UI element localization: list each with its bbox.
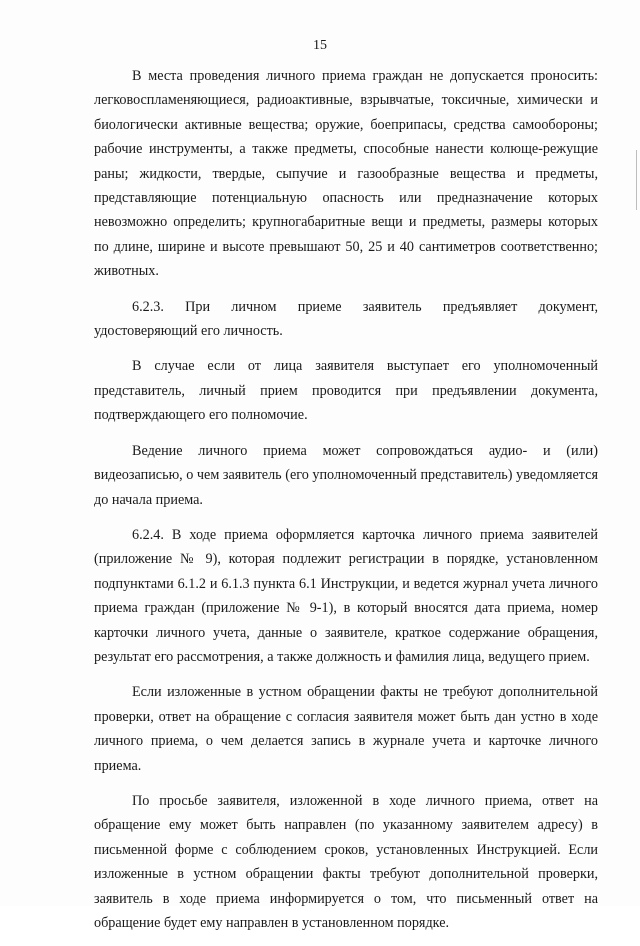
paragraph-6-2-4: 6.2.4. В ходе приема оформляется карточка личного приема заявителей (приложение № 9), которая подлежит регистрации в порядке, установленном подпунктами 6.1.2 и 6.1.3 пункта 6.1 Инструкции, и ведется журнал учета личного приема граждан (приложение № 9-1), в который вносятся дата приема, номер карточки личного учета, данные о заявителе, краткое содержание обращения, результат его рассмотрения, а также должность и фамилия лица, ведущего прием. [94, 526, 598, 665]
paragraph-written-answer: По просьбе заявителя, изложенной в ходе личного приема, ответ на обращение ему может быть направлен (по указанному заявителем адресу) в письменной форме с соблюдением сроков, установленных Инструкцией. Если изложенные в устном обращении факты требуют дополнительной проверки, заявитель в ходе приема информируется о том, что письменный ответ на обращение будет ему направлен в установленном порядке. [94, 792, 598, 931]
paragraph-recording: Ведение личного приема может сопровождаться аудио- и (или) видеозаписью, о чем заявитель (его уполномоченный представитель) уведомляется до начала приема. [94, 442, 598, 508]
document-body [94, 64, 598, 946]
paragraph-6-2-3: 6.2.3. При личном приеме заявитель предъявляет документ, удостоверяющий его личность. [94, 298, 598, 340]
page-number: 15 [313, 38, 327, 53]
scan-edge-mark [636, 150, 637, 210]
paragraph-representative: В случае если от лица заявителя выступает его уполномоченный представитель, личный прием проводится при предъявлении документа, подтверждающего его полномочие. [94, 358, 598, 424]
paragraph-prohibited-items: В места проведения личного приема граждан не допускается проносить: легковоспламеняющиеся, радиоактивные, взрывчатые, токсичные, химически и биологически активные вещества; оружие, боеприпасы, средства самообороны; рабочие инструменты, а также предметы, способные нанести колюще-режущие раны; жидкости, твердые, сыпучие и газообразные вещества и предметы, представляющие потенциальную опасность или предназначение которых невозможно определить; крупногабаритные вещи и предметы, размеры которых по длине, ширине и высоте превышают 50, 25 и 40 сантиметров соответственно; животных. [94, 68, 598, 280]
paragraph-oral-answer: Если изложенные в устном обращении факты не требуют дополнительной проверки, ответ на обращение с согласия заявителя может быть дан устно в ходе личного приема, о чем делается запись в журнале учета и карточке личного приема. [94, 684, 598, 774]
